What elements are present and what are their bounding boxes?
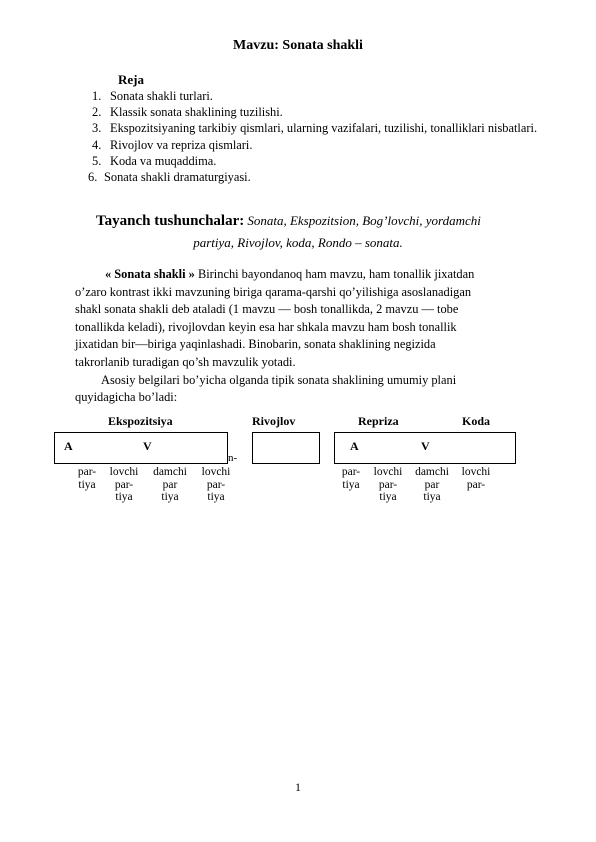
key-concepts-line1: Sonata, Ekspozitsion, Bog’lovchi, yordamchi xyxy=(247,213,481,228)
body-line: shakl sonata shakli deb ataladi (1 mavzu — bosh tonallikda, 2 mavzu — tobe xyxy=(75,302,459,317)
exposition-theme-v: V xyxy=(143,439,152,453)
plan-item xyxy=(92,137,542,153)
exposition-part-transition: lovchi par- tiya xyxy=(109,466,139,503)
development-box xyxy=(252,432,320,464)
plan-item-text: Rivojlov va repriza qismlari. xyxy=(110,137,253,152)
plan-item-text: Koda va muqaddima. xyxy=(110,153,217,168)
body-line: Asosiy belgilari bo’yicha olganda tipik sonata shaklining umumiy plani xyxy=(101,372,457,387)
plan-item-text: Ekspozitsiyaning tarkibiy qismlari, ularning vazifalari, tuzilishi, tonalliklari nisbatlari. xyxy=(110,121,538,136)
recap-part-secondary: damchi par tiya xyxy=(415,466,449,503)
recap-part-transition: lovchi par- tiya xyxy=(373,466,403,503)
exposition-box xyxy=(54,432,228,464)
plan-item-number: 2. xyxy=(92,105,102,120)
schema-header-development: Rivojlov xyxy=(252,414,296,428)
body-line: Birinchi bayondanoq ham mavzu, ham tonallik jixatdan xyxy=(194,267,475,281)
recapitulation-theme-v: V xyxy=(421,439,430,453)
page-title: Mavzu: Sonata shakli xyxy=(233,38,363,53)
plan-item-number: 4. xyxy=(92,137,102,152)
plan-item-number: 5. xyxy=(92,153,102,168)
body-line: takrorlanib turadigan qo’sh mavzulik yotadi. xyxy=(75,354,296,369)
exposition-theme-a: A xyxy=(64,439,73,453)
plan-heading: Reja xyxy=(118,72,144,87)
plan-list xyxy=(88,88,542,185)
recap-part-closing: lovchi par- xyxy=(461,466,491,491)
plan-item-text: Sonata shakli turlari. xyxy=(110,89,213,103)
plan-item xyxy=(92,104,542,120)
plan-item-number: 6. xyxy=(88,170,98,185)
schema-header-exposition: Ekspozitsiya xyxy=(108,414,173,428)
key-concepts xyxy=(96,213,481,230)
schema-header-coda: Koda xyxy=(462,414,491,428)
plan-item-text: Sonata shakli dramaturgiyasi. xyxy=(104,170,251,185)
plan-item xyxy=(92,88,542,104)
key-concepts-label: Tayanch tushunchalar: xyxy=(96,213,245,229)
page-number: 1 xyxy=(295,780,301,794)
plan-item xyxy=(88,169,542,185)
key-concepts-line2: partiya, Rivojlov, koda, Rondo – sonata. xyxy=(193,235,403,250)
body-line: tonallikda keladi), rivojlovdan keyin esa har shkala mavzu ham bosh tonallik xyxy=(75,319,457,334)
schema-header-recapitulation: Repriza xyxy=(358,414,399,428)
body-text xyxy=(75,266,533,407)
plan-item-number: 3. xyxy=(92,121,102,136)
plan-item xyxy=(92,153,542,169)
recap-part-main: par- tiya xyxy=(341,466,361,491)
exposition-part-main: par- tiya xyxy=(77,466,97,491)
body-line: jixatidan bir—biriga yaqinlashadi. Binobarin, sonata shaklining negizida xyxy=(75,337,436,352)
plan-item-text: Klassik sonata shaklining tuzilishi. xyxy=(110,105,283,120)
body-line: quyidagicha bo’ladi: xyxy=(75,390,178,405)
exposition-part-closing: lovchi par- tiya xyxy=(201,466,231,503)
plan-item xyxy=(92,120,542,136)
overflow-mark: n- xyxy=(228,452,238,464)
term-sonata: « Sonata shakli » xyxy=(105,267,195,281)
body-line: o’zaro kontrast ikki mavzuning biriga qarama-qarshi qo’yilishiga asoslanadigan xyxy=(75,284,472,299)
recapitulation-box xyxy=(334,432,516,464)
exposition-part-secondary: damchi par tiya xyxy=(153,466,187,503)
recapitulation-theme-a: A xyxy=(350,439,359,453)
plan-item-number: 1. xyxy=(92,89,102,103)
